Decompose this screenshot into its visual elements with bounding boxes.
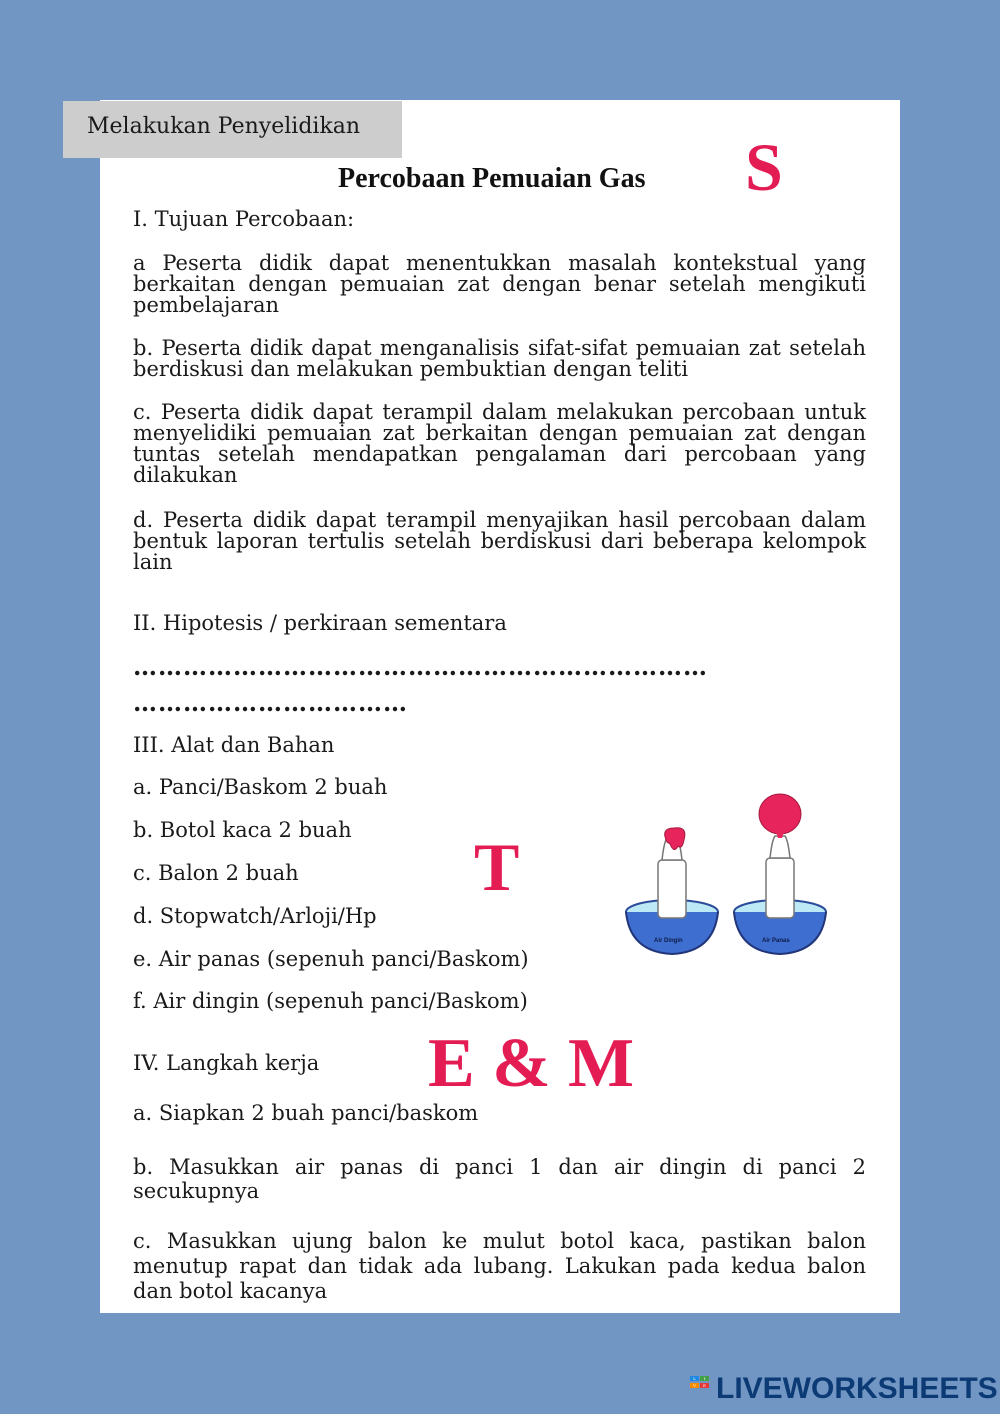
brand-name: LIVEWORKSHEETS — [716, 1372, 998, 1405]
heading-langkah: IV. Langkah kerja — [133, 1051, 320, 1075]
letter-t: T — [474, 829, 520, 905]
tujuan-item-c: c. Peserta didik dapat terampil dalam melakukan percobaan untuk menyelidiki pemuaian zat berkaitan dengan pemuaian zat dengan tuntas setelah mendapatkan pengalaman dari percobaan yang dilakukan — [133, 400, 866, 487]
alat-item-f: f. Air dingin (sepenuh panci/Baskom) — [133, 989, 528, 1013]
alat-item-c: c. Balon 2 buah — [133, 861, 299, 885]
alat-item-a: a. Panci/Baskom 2 buah — [133, 775, 388, 799]
letters-e-m: E & M — [428, 1025, 635, 1102]
letter-s: S — [745, 129, 783, 205]
tujuan-item-a: a Peserta didik dapat menentukkan masalah kontekstual yang berkaitan dengan pemuaian zat dengan benar setelah mengikuti pembelajaran — [133, 251, 866, 317]
alat-item-b: b. Botol kaca 2 buah — [133, 818, 352, 842]
tujuan-item-b: b. Peserta didik dapat menganalisis sifat-sifat pemuaian zat setelah berdiskusi dan melakukan pembuktian dengan teliti — [133, 336, 866, 381]
langkah-item-c: c. Masukkan ujung balon ke mulut botol kaca, pastikan balon menutup rapat dan tidak ada lubang. Lakukan pada kedua balon dan botol kacanya — [133, 1229, 866, 1303]
liveworksheets-logo-icon — [690, 1376, 714, 1402]
logo-letter-i: I — [700, 1376, 709, 1381]
langkah-item-b: b. Masukkan air panas di panci 1 dan air dingin di panci 2 secukupnya — [133, 1155, 866, 1203]
hot-label: Air Panas — [762, 938, 790, 944]
logo-letter-l: L — [690, 1376, 699, 1381]
cold-label: Air Dingin — [654, 938, 683, 944]
tujuan-item-d: d. Peserta didik dapat terampil menyajikan hasil percobaan dalam bentuk laporan tertulis setelah berdiskusi dari beberapa kelompok lain — [133, 508, 866, 574]
section-tab: Melakukan Penyelidikan — [63, 101, 402, 158]
answer-line-2[interactable]: …………………………… — [133, 688, 408, 717]
logo-letter-v: V — [690, 1383, 699, 1388]
page-title: Percobaan Pemuaian Gas — [338, 163, 646, 194]
cold-water-basin — [626, 828, 718, 954]
answer-line-1[interactable]: …………………………………………………………… — [133, 652, 708, 681]
footer-brand[interactable] — [690, 1372, 998, 1406]
langkah-item-a: a. Siapkan 2 buah panci/baskom — [133, 1101, 479, 1125]
heading-alat: III. Alat dan Bahan — [133, 733, 335, 757]
logo-letter-e: E — [700, 1383, 709, 1388]
heading-hipotesis: II. Hipotesis / perkiraan sementara — [133, 611, 507, 635]
alat-item-d: d. Stopwatch/Arloji/Hp — [133, 904, 377, 928]
hot-water-basin — [734, 794, 826, 954]
heading-tujuan: I. Tujuan Percobaan: — [133, 207, 355, 231]
alat-item-e: e. Air panas (sepenuh panci/Baskom) — [133, 947, 529, 971]
balloon-bottle-illustration — [622, 792, 836, 958]
